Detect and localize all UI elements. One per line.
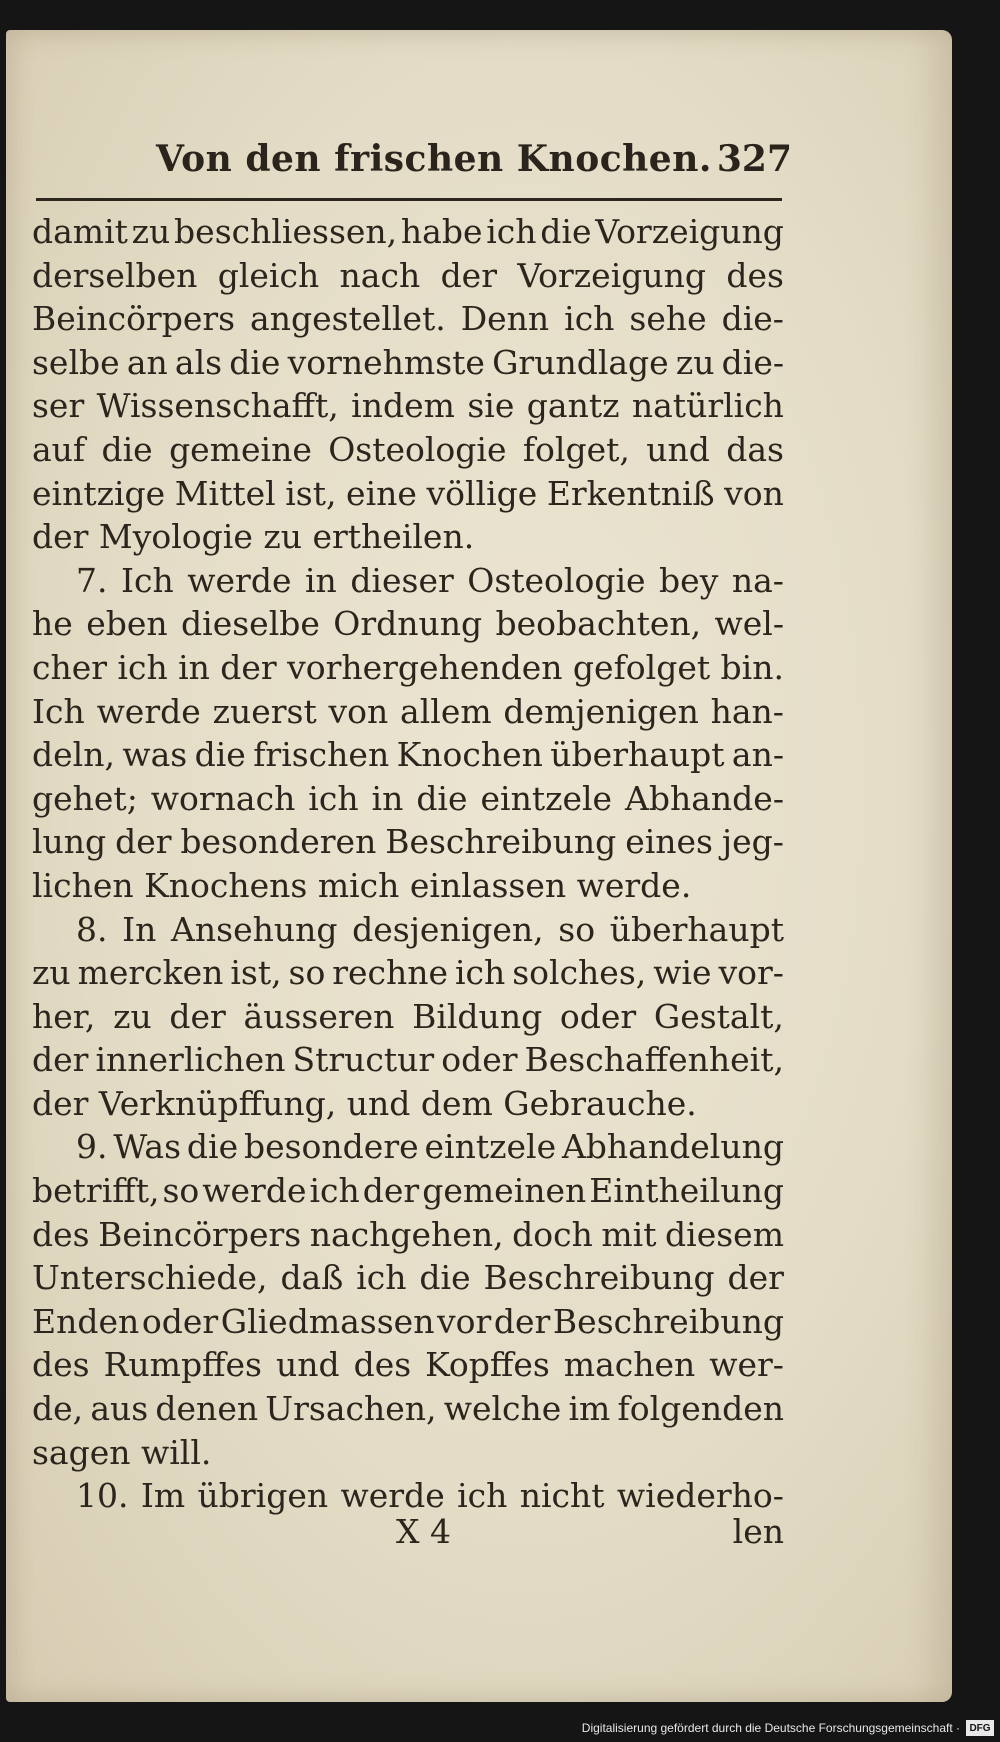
page-footer <box>32 1512 784 1556</box>
text-line: der Verknüpffung, und dem Gebrauche. <box>32 1083 697 1123</box>
text-line: lung der besonderen Beschreibung eines jeg- <box>32 822 784 862</box>
text-line: derselben gleich nach der Vorzeigung des <box>32 255 784 295</box>
text-line: he eben dieselbe Ordnung beobachten, wel- <box>32 604 784 644</box>
text-line: auf die gemeine Osteologie folget, und das <box>32 429 784 469</box>
text-line: selbe an als die vornehmste Grundlage zu die- <box>32 342 784 382</box>
body-text <box>32 210 784 1518</box>
text-line: 10. Im übrigen werde ich nicht wiederho- <box>76 1476 784 1516</box>
text-line: cher ich in der vorhergehenden gefolget bin. <box>32 647 784 687</box>
header-rule <box>36 198 782 201</box>
text-line: des Beincörpers nachgehen, doch mit diesem <box>32 1214 784 1254</box>
credit-text: Digitalisierung gefördert durch die Deutsche Forschungsgemeinschaft · <box>581 1721 960 1735</box>
credit-bar <box>0 1712 1000 1742</box>
text-line: 9. Was die besondere eintzele Abhandelung <box>76 1127 784 1167</box>
text-line: der innerlichen Structur oder Beschaffenheit, <box>32 1040 784 1080</box>
text-line: her, zu der äusseren Bildung oder Gestalt, <box>32 996 784 1036</box>
catchword: len <box>732 1512 784 1551</box>
text-line: des Rumpffes und des Kopffes machen wer- <box>32 1345 784 1385</box>
text-line: 8. In Ansehung desjenigen, so überhaupt <box>76 909 784 949</box>
dfg-logo: DFG <box>966 1720 994 1736</box>
text-line: deln, was die frischen Knochen überhaupt an- <box>32 735 784 775</box>
text-line: sagen will. <box>32 1432 212 1472</box>
text-line: gehet; wornach ich in die eintzele Abhande- <box>32 778 784 818</box>
book-page <box>6 30 952 1702</box>
text-line: eintzige Mittel ist, eine völlige Erkentniß von <box>32 473 784 513</box>
text-line: Unterschiede, daß ich die Beschreibung der <box>32 1258 784 1298</box>
text-line: der Myologie zu ertheilen. <box>32 517 475 557</box>
signature-mark: X 4 <box>396 1512 451 1551</box>
text-line: damit zu beschliessen, habe ich die Vorzeigung <box>32 212 784 251</box>
text-line: 7. Ich werde in dieser Osteologie bey na- <box>76 560 784 600</box>
text-line: ser Wissenschafft, indem sie gantz natürlich <box>32 386 784 426</box>
text-line: Beincörpers angestellet. Denn ich sehe die- <box>32 299 784 339</box>
page-header <box>156 138 792 184</box>
text-line: Enden oder Gliedmassen vor der Beschreibung <box>32 1301 784 1341</box>
running-title: Von den frischen Knochen. <box>156 138 712 180</box>
text-line: betrifft, so werde ich der gemeinen Eintheilung <box>32 1171 784 1211</box>
text-line: de, aus denen Ursachen, welche im folgenden <box>32 1389 784 1429</box>
text-line: lichen Knochens mich einlassen werde. <box>32 865 692 905</box>
text-line: Ich werde zuerst von allem demjenigen han- <box>32 691 784 731</box>
text-line: zu mercken ist, so rechne ich solches, wie vor- <box>32 953 784 993</box>
page-number: 327 <box>716 138 792 180</box>
